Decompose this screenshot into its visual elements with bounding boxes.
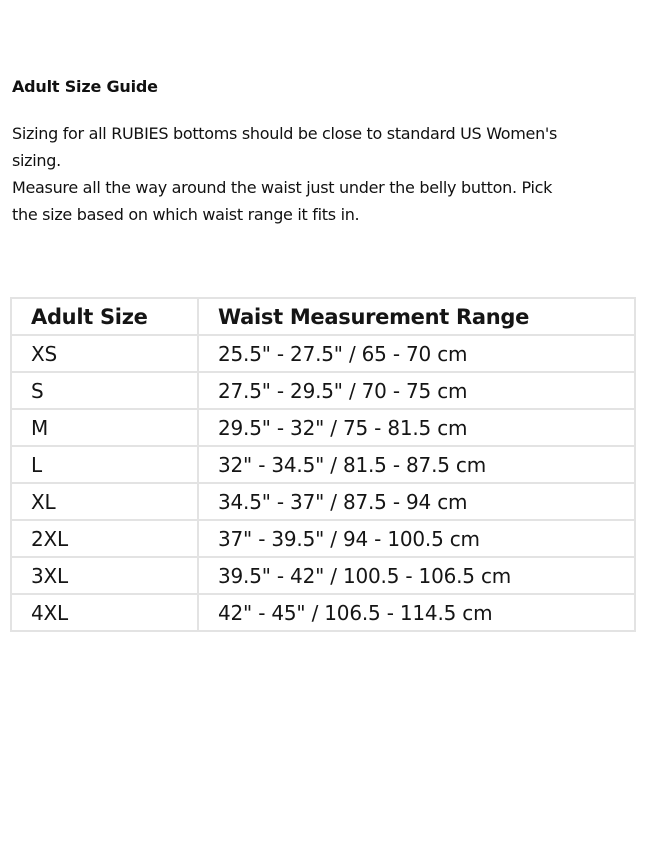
table-row xyxy=(11,335,635,372)
column-header-waist-range: Waist Measurement Range xyxy=(198,298,635,335)
table-row xyxy=(11,594,635,631)
table-row xyxy=(11,446,635,483)
waist-range-cell: 29.5" - 32" / 75 - 81.5 cm xyxy=(198,409,635,446)
page-title: Adult Size Guide xyxy=(12,77,158,96)
table-row xyxy=(11,483,635,520)
sizing-note-line-2: sizing. xyxy=(12,151,61,170)
size-cell: XS xyxy=(11,335,198,372)
waist-range-cell: 25.5" - 27.5" / 65 - 70 cm xyxy=(198,335,635,372)
table-row xyxy=(11,409,635,446)
size-cell: XL xyxy=(11,483,198,520)
sizing-note xyxy=(12,120,636,174)
measure-instructions-line-1: Measure all the way around the waist just under the belly button. Pick xyxy=(12,178,553,197)
waist-range-cell: 27.5" - 29.5" / 70 - 75 cm xyxy=(198,372,635,409)
size-cell: 2XL xyxy=(11,520,198,557)
measure-instructions xyxy=(12,174,636,228)
size-cell: L xyxy=(11,446,198,483)
waist-range-cell: 39.5" - 42" / 100.5 - 106.5 cm xyxy=(198,557,635,594)
table-header-row xyxy=(11,298,635,335)
size-cell: M xyxy=(11,409,198,446)
measure-instructions-line-2: the size based on which waist range it fits in. xyxy=(12,205,360,224)
table-row xyxy=(11,557,635,594)
column-header-adult-size: Adult Size xyxy=(11,298,198,335)
table-row xyxy=(11,520,635,557)
size-cell: 4XL xyxy=(11,594,198,631)
table-row xyxy=(11,372,635,409)
waist-range-cell: 42" - 45" / 106.5 - 114.5 cm xyxy=(198,594,635,631)
waist-range-cell: 37" - 39.5" / 94 - 100.5 cm xyxy=(198,520,635,557)
size-cell: 3XL xyxy=(11,557,198,594)
sizing-note-line-1: Sizing for all RUBIES bottoms should be close to standard US Women's xyxy=(12,124,558,143)
size-chart-table xyxy=(10,297,636,632)
waist-range-cell: 32" - 34.5" / 81.5 - 87.5 cm xyxy=(198,446,635,483)
size-cell: S xyxy=(11,372,198,409)
waist-range-cell: 34.5" - 37" / 87.5 - 94 cm xyxy=(198,483,635,520)
